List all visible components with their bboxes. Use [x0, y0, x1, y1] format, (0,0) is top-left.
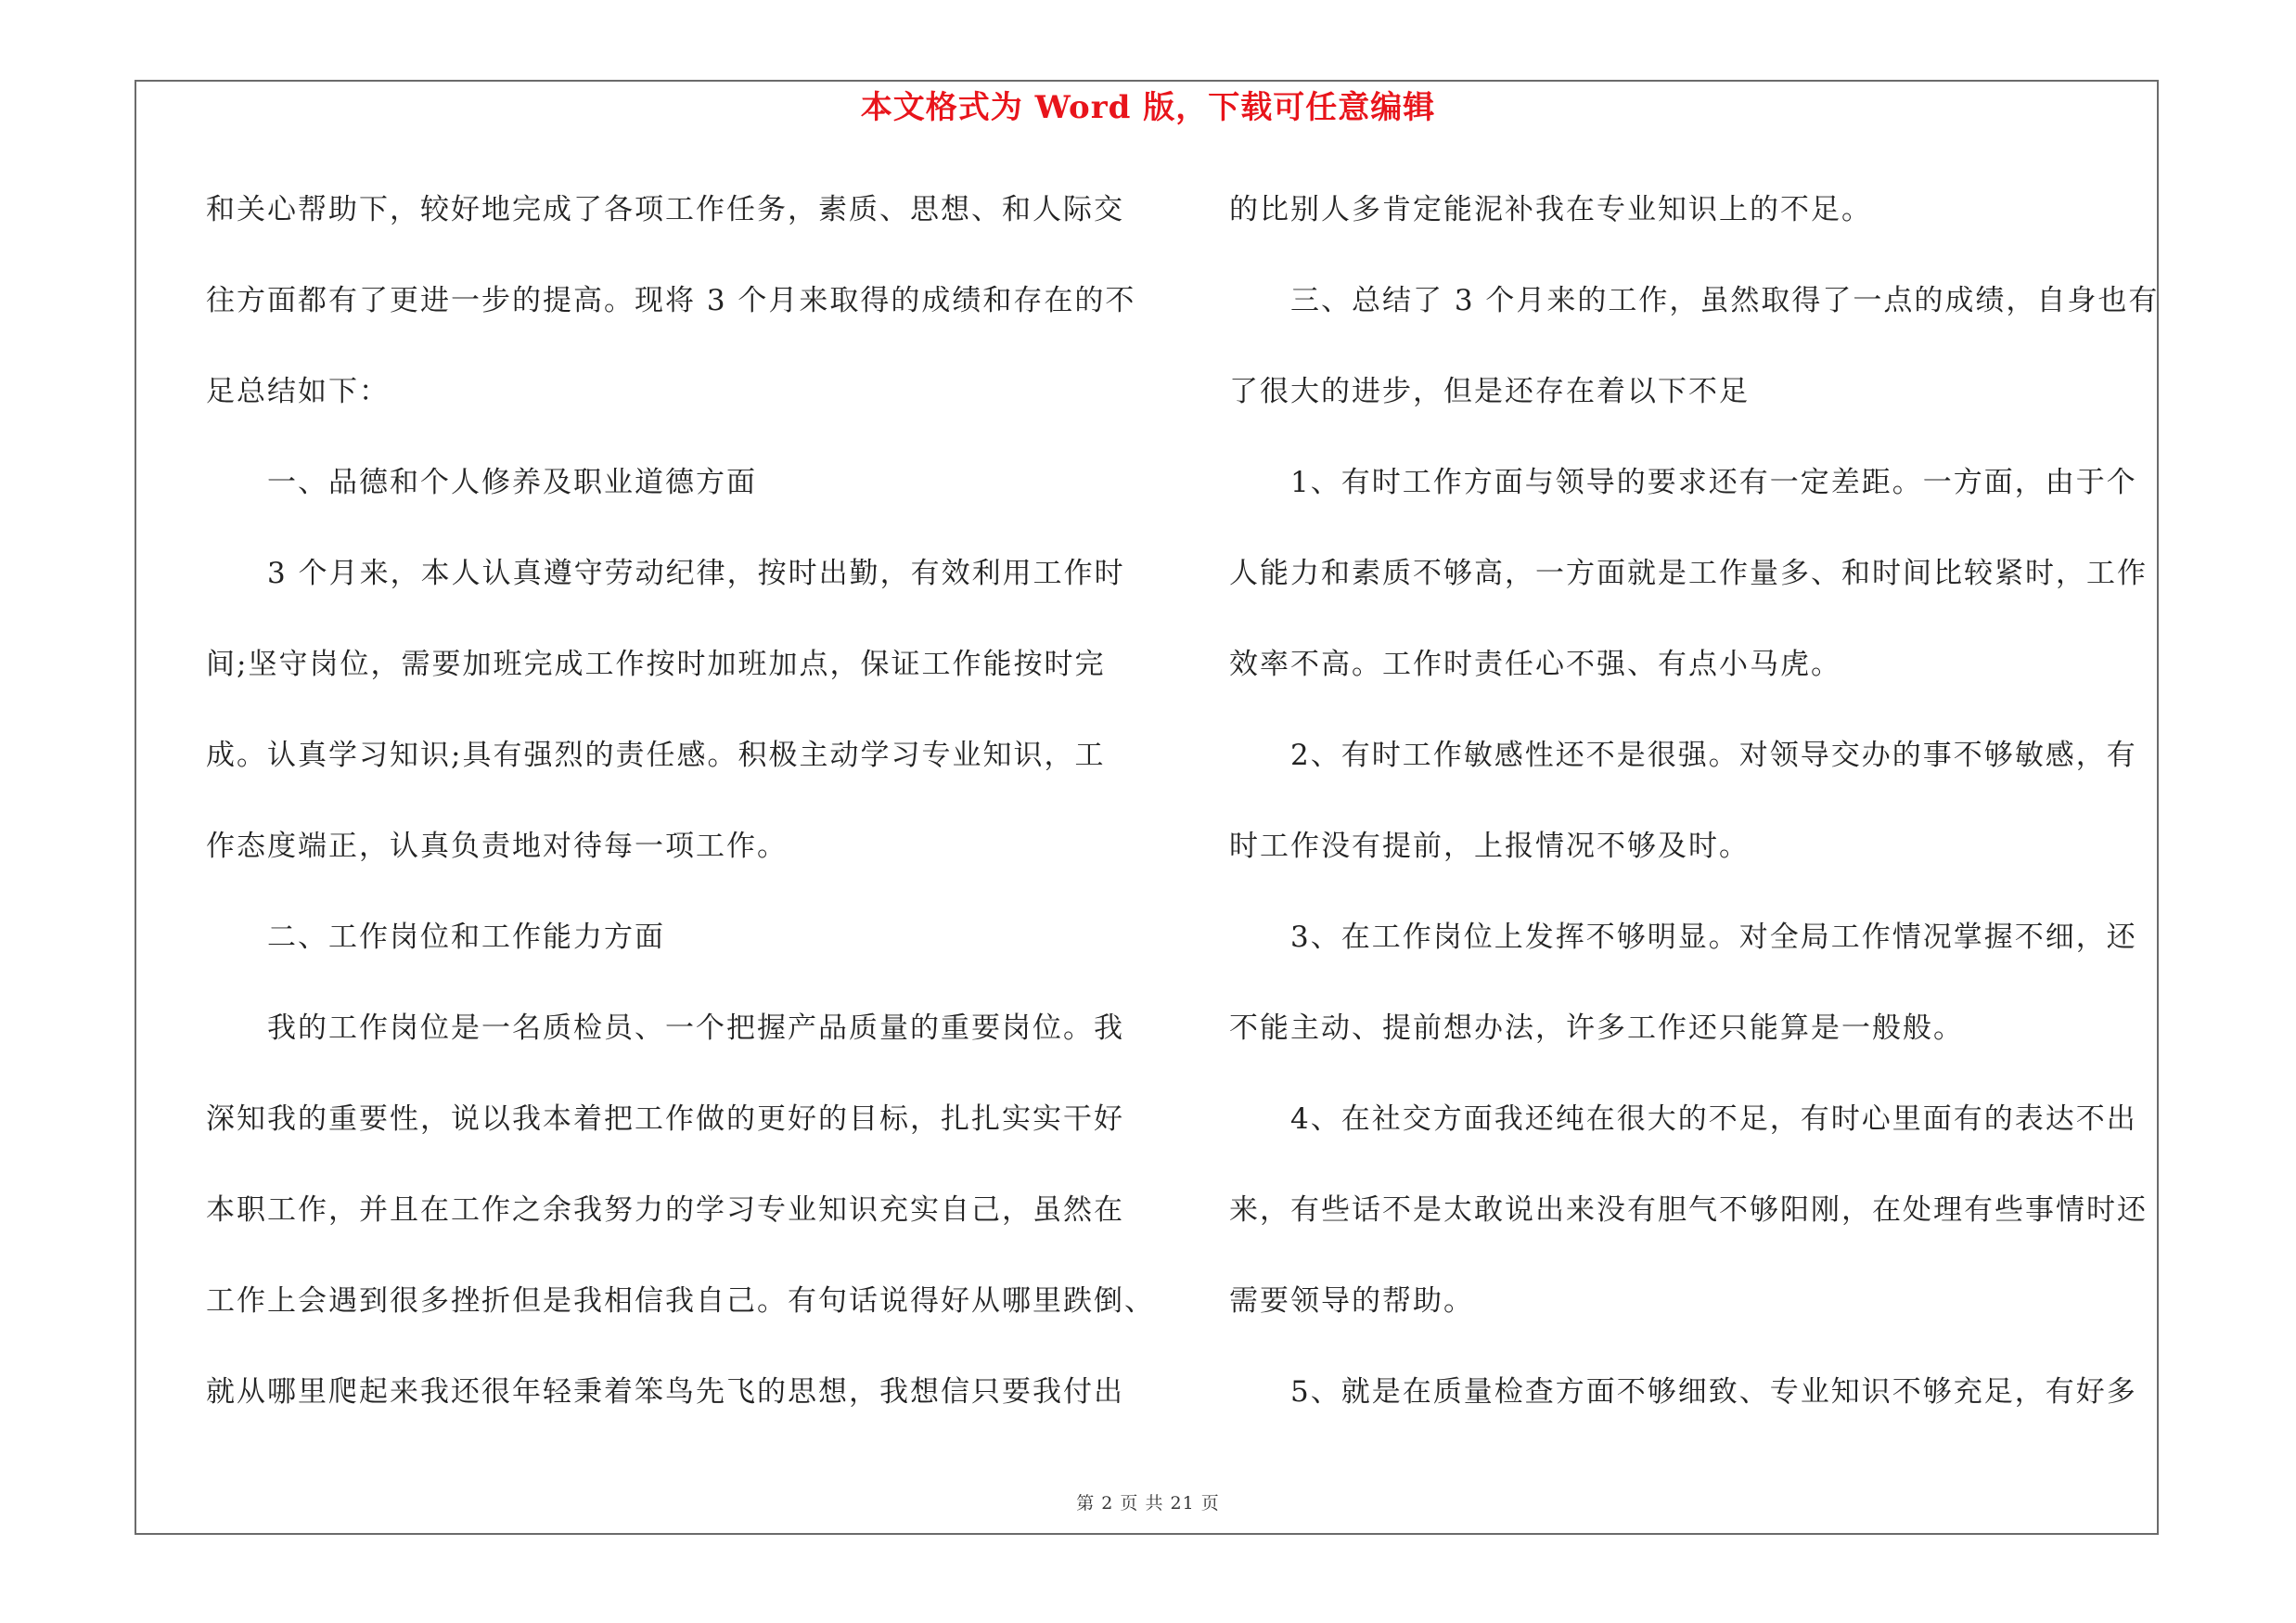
paragraph-line: 效率不高。工作时责任心不强、有点小马虎。	[1229, 648, 1841, 681]
section-heading: 二、工作岗位和工作能力方面	[267, 921, 665, 954]
paragraph-line: 人能力和素质不够高，一方面就是工作量多、和时间比较紧时，工作	[1229, 557, 2148, 590]
paragraph-line: 往方面都有了更进一步的提高。现将 3 个月来取得的成绩和存在的不	[206, 284, 1136, 317]
word-format-banner: 本文格式为 Word 版，下载可任意编辑	[860, 89, 1436, 126]
paragraph-line: 3 个月来，本人认真遵守劳动纪律，按时出勤，有效利用工作时	[267, 557, 1125, 590]
paragraph-line: 本职工作，并且在工作之余我努力的学习专业知识充实自己，虽然在	[206, 1193, 1124, 1227]
right-text-column	[1229, 164, 2160, 1437]
paragraph-line: 我的工作岗位是一名质检员、一个把握产品质量的重要岗位。我	[267, 1011, 1124, 1045]
paragraph-line: 的比别人多肯定能泥补我在专业知识上的不足。	[1229, 193, 1872, 226]
paragraph-line: 间;坚守岗位，需要加班完成工作按时加班加点，保证工作能按时完	[206, 648, 1106, 681]
paragraph-line: 了很大的进步，但是还存在着以下不足	[1229, 375, 1750, 408]
list-item: 4、在社交方面我还纯在很大的不足，有时心里面有的表达不出	[1290, 1102, 2137, 1136]
paragraph-line: 足总结如下：	[206, 375, 390, 408]
left-text-column	[206, 164, 1155, 1437]
section-heading: 一、品德和个人修养及职业道德方面	[267, 466, 757, 499]
list-item: 1、有时工作方面与领导的要求还有一定差距。一方面，由于个	[1290, 466, 2137, 499]
list-item: 5、就是在质量检查方面不够细致、专业知识不够充足，有好多	[1290, 1375, 2137, 1409]
paragraph-line: 不能主动、提前想办法，许多工作还只能算是一般般。	[1229, 1011, 1964, 1045]
paragraph-line: 工作上会遇到很多挫折但是我相信我自己。有句话说得好从哪里跌倒、	[206, 1284, 1155, 1318]
paragraph-line: 作态度端正，认真负责地对待每一项工作。	[206, 830, 788, 863]
section-heading: 三、总结了 3 个月来的工作，虽然取得了一点的成绩，自身也有	[1290, 284, 2160, 317]
list-item: 3、在工作岗位上发挥不够明显。对全局工作情况掌握不细，还	[1290, 921, 2137, 954]
paragraph-line: 就从哪里爬起来我还很年轻秉着笨鸟先飞的思想，我想信只要我付出	[206, 1375, 1124, 1409]
paragraph-line: 深知我的重要性，说以我本着把工作做的更好的目标，扎扎实实干好	[206, 1102, 1124, 1136]
paragraph-line: 来，有些话不是太敢说出来没有胆气不够阳刚，在处理有些事情时还	[1229, 1193, 2148, 1227]
paragraph-line: 和关心帮助下，较好地完成了各项工作任务，素质、思想、和人际交	[206, 193, 1124, 226]
paragraph-line: 成。认真学习知识;具有强烈的责任感。积极主动学习专业知识，工	[206, 739, 1106, 772]
list-item: 2、有时工作敏感性还不是很强。对领导交办的事不够敏感，有	[1290, 739, 2137, 772]
paragraph-line: 需要领导的帮助。	[1229, 1284, 1474, 1318]
paragraph-line: 时工作没有提前，上报情况不够及时。	[1229, 830, 1750, 863]
page-number-footer: 第 2 页 共 21 页	[1076, 1493, 1220, 1514]
